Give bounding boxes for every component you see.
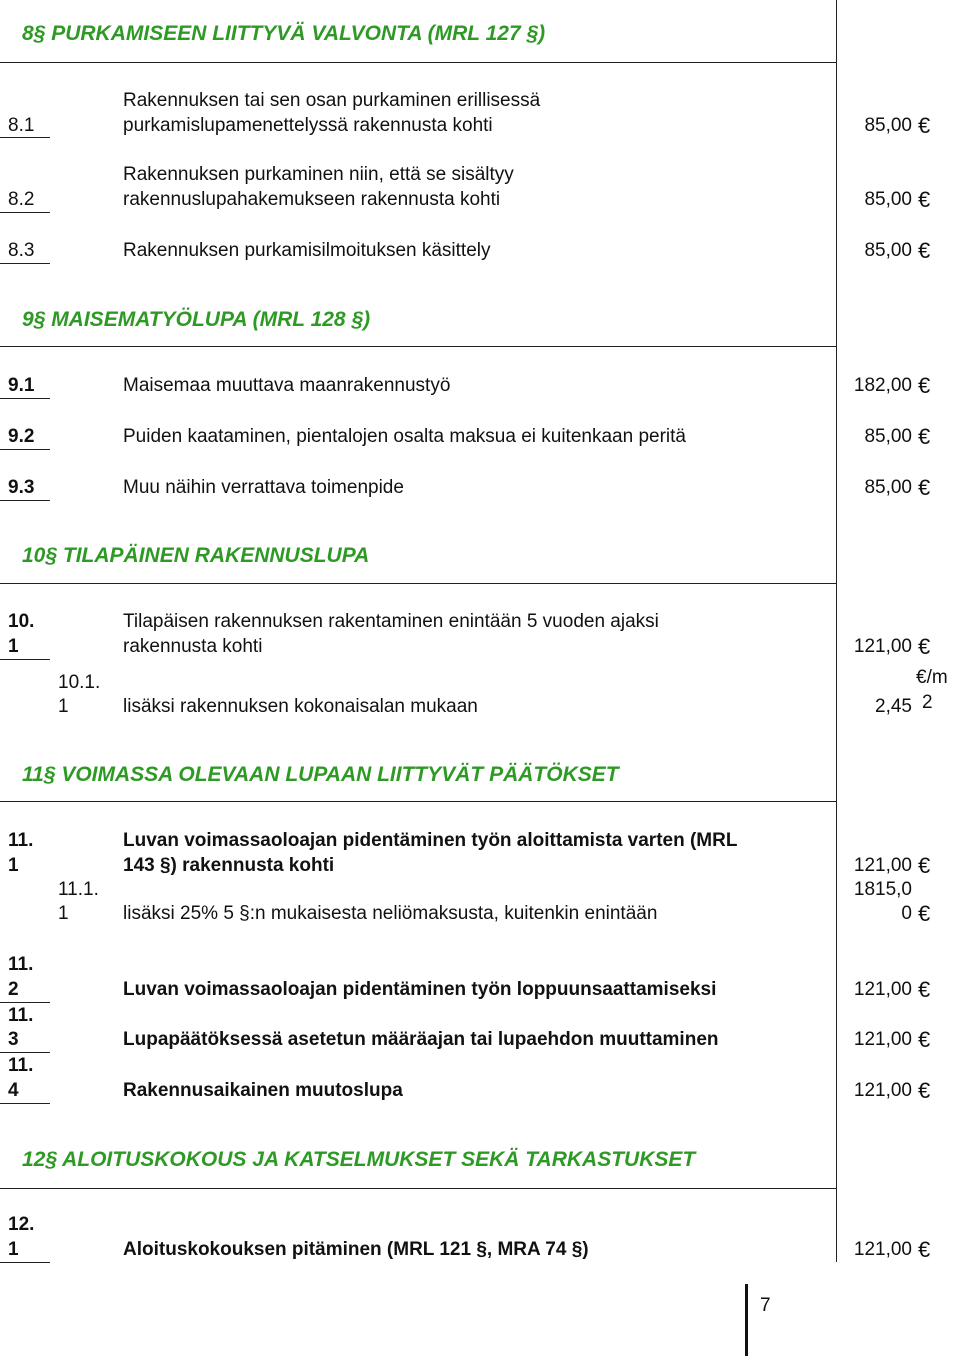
row-8-2-price: 85,00 [864, 189, 912, 210]
row-11-1-1-euro-icon: € [918, 901, 931, 926]
row-9-2-number: 9.2 [8, 426, 35, 447]
page-number: 7 [760, 1295, 771, 1316]
row-9-1-number-underline [0, 398, 50, 399]
section-11-heading: 11§ VOIMASSA OLEVAAN LUPAAN LIITTYVÄT PÄÄTÖKSET [22, 763, 619, 786]
row-10-1-1-number-a: 10.1. [58, 672, 101, 693]
row-9-3-euro-icon: € [918, 475, 931, 500]
row-11-3-number-b: 3 [8, 1029, 19, 1050]
row-9-1-price: 182,00 [853, 375, 912, 396]
section-9-heading: 9§ MAISEMATYÖLUPA (MRL 128 §) [22, 308, 371, 331]
row-11-2-text: Luvan voimassaoloajan pidentäminen työn loppuunsaattamiseksi [123, 979, 717, 1000]
row-11-4-number-underline [0, 1103, 50, 1104]
row-12-1-text: Aloituskokouksen pitäminen (MRL 121 §, MRA 74 §) [123, 1239, 589, 1260]
row-11-1-1-price-b: 0 [901, 903, 912, 924]
row-11-1-1-number-b: 1 [58, 903, 69, 924]
row-11-2-number-b: 2 [8, 979, 19, 1000]
row-11-1-price: 121,00 [853, 855, 912, 876]
row-11-4-text: Rakennusaikainen muutoslupa [123, 1080, 403, 1101]
row-11-1-1-price-a: 1815,0 [853, 879, 912, 900]
section-11-rule [0, 801, 837, 802]
page-number-bar [745, 1284, 748, 1356]
section-12-heading: 12§ ALOITUSKOKOUS JA KATSELMUKSET SEKÄ TARKASTUKSET [22, 1148, 696, 1171]
column-divider [836, 0, 837, 1262]
row-11-3-text: Lupapäätöksessä asetetun määräajan tai lupaehdon muuttaminen [123, 1029, 719, 1050]
section-10-rule [0, 583, 837, 584]
row-12-1-price: 121,00 [853, 1239, 912, 1260]
row-8-1-price: 85,00 [864, 115, 912, 136]
row-9-1-euro-icon: € [918, 373, 931, 398]
row-9-3-price: 85,00 [864, 477, 912, 498]
section-10-heading: 10§ TILAPÄINEN RAKENNUSLUPA [22, 544, 370, 567]
row-11-2-price: 121,00 [853, 979, 912, 1000]
row-11-1-1-text: lisäksi 25% 5 §:n mukaisesta neliömaksusta, kuitenkin enintään [123, 903, 658, 924]
row-8-2-number-underline [0, 212, 50, 213]
section-9-rule [0, 346, 837, 347]
row-9-1-number: 9.1 [8, 375, 35, 396]
row-9-2-number-underline [0, 449, 50, 450]
row-11-3-price: 121,00 [853, 1029, 912, 1050]
row-9-3-number: 9.3 [8, 477, 35, 498]
row-11-4-number-b: 4 [8, 1080, 19, 1101]
row-11-1-number-a: 11. [8, 830, 34, 851]
row-8-3-number: 8.3 [8, 240, 35, 261]
row-10-1-text-line2: rakennusta kohti [123, 636, 263, 657]
section-12-rule [0, 1188, 837, 1189]
row-8-1-number: 8.1 [8, 115, 35, 136]
row-12-1-euro-icon: € [918, 1237, 931, 1262]
row-10-1-1-price: 2,45 [875, 696, 912, 717]
row-12-1-number-b: 1 [8, 1239, 19, 1260]
row-11-4-euro-icon: € [918, 1078, 931, 1103]
row-8-3-euro-icon: € [918, 238, 931, 263]
row-9-2-text: Puiden kaataminen, pientalojen osalta maksua ei kuitenkaan peritä [123, 426, 686, 447]
row-8-2-number: 8.2 [8, 189, 35, 210]
row-10-1-number-b: 1 [8, 636, 19, 657]
row-12-1-number-a: 12. [8, 1214, 35, 1235]
row-8-1-number-underline [0, 137, 50, 138]
section-8-heading: 8§ PURKAMISEEN LIITTYVÄ VALVONTA (MRL 127 §) [22, 22, 546, 45]
row-10-1-number-a: 10. [8, 611, 35, 632]
row-10-1-euro-icon: € [918, 634, 931, 659]
row-9-3-text: Muu näihin verrattava toimenpide [123, 477, 404, 498]
row-8-3-price: 85,00 [864, 240, 912, 261]
row-8-1-euro-icon: € [918, 113, 931, 138]
row-10-1-number-underline [0, 659, 50, 660]
row-8-1-text-line2: purkamislupamenettelyssä rakennusta kohti [123, 115, 493, 136]
row-8-3-number-underline [0, 263, 50, 264]
row-9-3-number-underline [0, 500, 50, 501]
row-11-2-euro-icon: € [918, 977, 931, 1002]
row-11-3-number-a: 11. [8, 1005, 34, 1026]
row-11-4-number-a: 11. [8, 1055, 34, 1076]
row-10-1-1-number-b: 1 [58, 696, 69, 717]
row-11-1-euro-icon: € [918, 853, 931, 878]
row-10-1-1-unit-b: 2 [922, 692, 933, 713]
row-11-1-text-line2: 143 §) rakennusta kohti [123, 855, 335, 876]
row-12-1-number-underline [0, 1262, 50, 1263]
row-8-2-euro-icon: € [918, 187, 931, 212]
row-11-1-1-number-a: 11.1. [58, 879, 99, 900]
row-8-1-text-line1: Rakennuksen tai sen osan purkaminen erillisessä [123, 90, 541, 111]
row-10-1-1-text: lisäksi rakennuksen kokonaisalan mukaan [123, 696, 478, 717]
row-11-1-text-line1: Luvan voimassaoloajan pidentäminen työn aloittamista varten (MRL [123, 830, 738, 851]
row-10-1-text-line1: Tilapäisen rakennuksen rakentaminen enintään 5 vuoden ajaksi [123, 611, 659, 632]
row-8-2-text-line2: rakennuslupahakemukseen rakennusta kohti [123, 189, 501, 210]
row-11-3-euro-icon: € [918, 1027, 931, 1052]
row-11-1-number-b: 1 [8, 855, 19, 876]
row-9-2-price: 85,00 [864, 426, 912, 447]
row-9-1-text: Maisemaa muuttava maanrakennustyö [123, 375, 451, 396]
row-10-1-1-unit-a: €/m [916, 667, 948, 688]
section-8-rule [0, 62, 837, 63]
row-11-2-number-a: 11. [8, 954, 34, 975]
row-9-2-euro-icon: € [918, 424, 931, 449]
row-8-3-text: Rakennuksen purkamisilmoituksen käsittely [123, 240, 491, 261]
row-10-1-price: 121,00 [853, 636, 912, 657]
row-11-4-price: 121,00 [853, 1080, 912, 1101]
row-8-2-text-line1: Rakennuksen purkaminen niin, että se sisältyy [123, 164, 514, 185]
